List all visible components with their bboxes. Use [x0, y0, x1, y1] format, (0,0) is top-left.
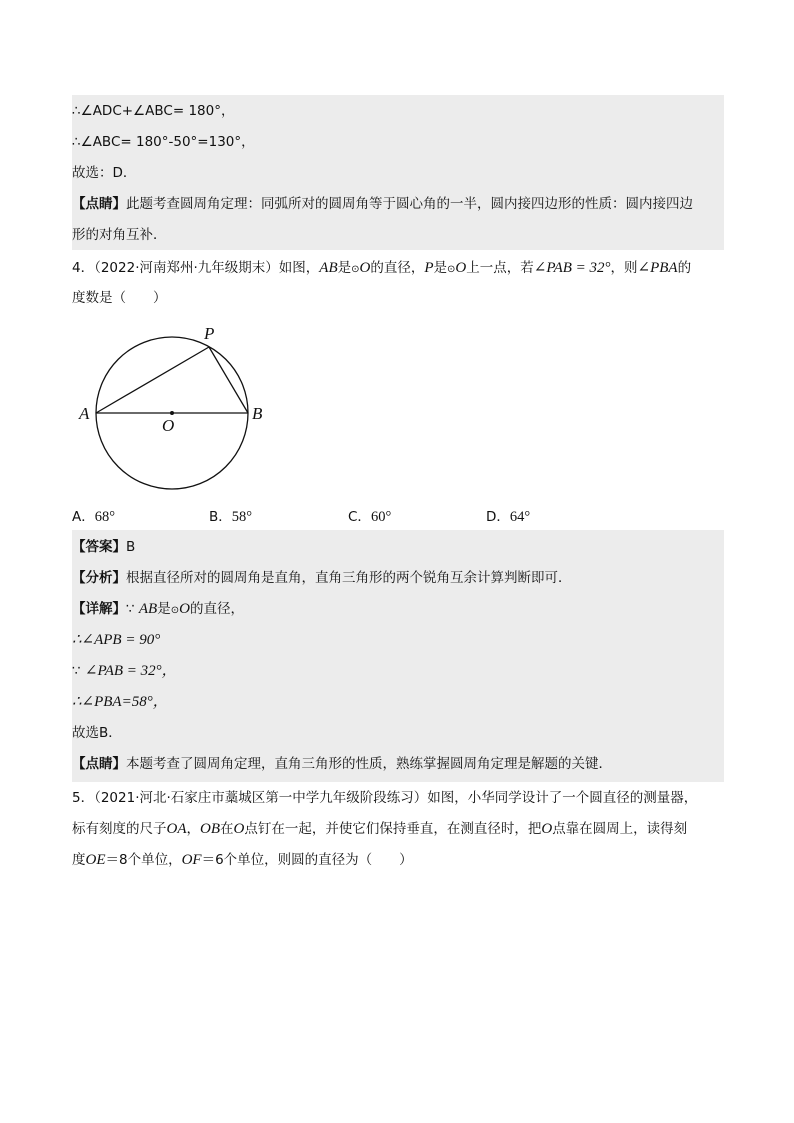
q5-text: ＝8个单位，: [105, 852, 182, 868]
prev-point-line-2: 形的对角互补．: [72, 227, 167, 243]
q4-given-angle: ∠PAB = 32°: [533, 260, 611, 276]
because-symbol: ∵: [72, 663, 81, 679]
q4-answer: [72, 537, 135, 557]
q4-option-c[interactable]: [348, 508, 391, 526]
chord-pb: [209, 347, 248, 413]
q4-text: 是: [337, 260, 352, 276]
option-letter: D．: [486, 509, 510, 525]
q4-var-o: O: [455, 260, 467, 276]
option-value: 60°: [370, 509, 392, 525]
q5-var-oe: OE: [85, 852, 106, 868]
circle-symbol: ⊙: [170, 605, 180, 616]
q5-text: 点钉在一起，并使它们保持垂直，在测直径时，把: [244, 821, 542, 837]
option-value: 64°: [509, 509, 531, 525]
q4-option-d[interactable]: [486, 508, 530, 526]
q5-stem-line-1: [72, 788, 697, 808]
option-letter: A．: [72, 509, 95, 525]
detail-var-o: O: [179, 601, 190, 617]
option-letter: B．: [209, 509, 232, 525]
detail-text: 是: [157, 601, 171, 617]
circle-symbol: ⊙: [351, 264, 360, 275]
prev-step-2: ∴∠ABC= 180°-50°=130°，: [72, 134, 255, 150]
q5-number: 5．: [72, 790, 95, 806]
prev-solution-block: [72, 95, 724, 250]
q4-number: 4．: [72, 260, 95, 276]
prev-point-text-1: 此题考查圆周角定理：同弧所对的圆周角等于圆心角的一半，圆内接四边形的性质：圆内接四边: [126, 196, 693, 212]
q5-text: 点靠在圆周上，读得刻: [552, 821, 688, 837]
detail-var-ab: AB: [138, 601, 158, 617]
q5-text: 在: [220, 821, 234, 837]
point-text: 本题考查了圆周角定理，直角三角形的性质，熟练掌握圆周角定理是解题的关键．: [126, 756, 612, 772]
q4-circle-figure: [72, 318, 282, 498]
label-a: A: [79, 404, 90, 423]
circle-symbol: ⊙: [447, 264, 456, 275]
option-value: 68°: [94, 509, 116, 525]
q4-option-a[interactable]: [72, 508, 115, 526]
q4-detail: [72, 599, 244, 621]
q5-text: 如图，小华同学设计了一个圆直径的测量器，: [427, 790, 698, 806]
label-p: P: [204, 324, 215, 343]
q4-text: 如图，: [278, 260, 320, 276]
q5-var-o: O: [541, 821, 553, 837]
q4-stem-line-1: [72, 258, 691, 280]
answer-value: B: [126, 539, 136, 555]
q5-var-ob: OB: [200, 821, 220, 837]
q5-text: ＝6个单位，则圆的直径为（ ）: [201, 852, 413, 868]
label-b: B: [252, 404, 263, 423]
q4-step-1: ∴∠APB = 90°: [72, 632, 161, 648]
point-tag: 【点睛】: [72, 756, 126, 772]
q5-stem-line-2: [72, 819, 687, 839]
analysis-text: 根据直径所对的圆周角是直角，直角三角形的两个锐角互余计算判断即可．: [126, 570, 572, 586]
center-point: [170, 411, 174, 415]
q4-solution-block: [72, 530, 724, 782]
q4-step-2: [72, 661, 177, 681]
q4-analysis: [72, 568, 572, 588]
prev-point-tag: 【点睛】: [72, 196, 126, 212]
detail-text: 的直径，: [189, 601, 244, 617]
q5-text: ，: [186, 821, 200, 837]
option-value: 58°: [231, 509, 253, 525]
q4-text: ，则: [610, 260, 638, 276]
q4-target-angle: ∠PBA: [637, 260, 678, 276]
q4-text: 上一点，若: [466, 260, 534, 276]
q5-var-of: OF: [181, 852, 202, 868]
answer-tag: 【答案】: [72, 539, 126, 555]
prev-choice: 故选：D．: [72, 165, 137, 181]
q4-text: 的直径，: [370, 260, 425, 276]
q5-source: （2021·河北·石家庄市藁城区第一中学九年级阶段练习）: [94, 790, 428, 806]
detail-tag: 【详解】: [72, 601, 126, 617]
prev-step-1: ∴∠ADC+∠ABC= 180°，: [72, 103, 235, 119]
prev-point-line-1: [72, 194, 693, 214]
q4-step-3: ∴∠PBA=58°，: [72, 694, 168, 710]
q5-text: 度: [72, 852, 86, 868]
q4-var-ab: AB: [319, 260, 338, 276]
q4-option-b[interactable]: [209, 508, 252, 526]
q4-point: [72, 754, 612, 774]
q4-choice: 故选B．: [72, 725, 122, 741]
q5-text: 标有刻度的尺子: [72, 821, 167, 837]
q5-var-oa: OA: [166, 821, 187, 837]
q4-stem-line-2: 度数是（ ）: [72, 290, 167, 306]
q5-var-o: O: [233, 821, 245, 837]
chord-ap: [96, 347, 209, 413]
step2-text: ∠PAB = 32°，: [84, 663, 177, 679]
q4-source: （2022·河南郑州·九年级期末）: [94, 260, 279, 276]
because-symbol: ∵: [126, 601, 135, 617]
option-letter: C．: [348, 509, 371, 525]
label-o: O: [162, 416, 175, 435]
q5-stem-line-3: [72, 850, 413, 870]
q4-text: 是: [433, 260, 448, 276]
analysis-tag: 【分析】: [72, 570, 126, 586]
q4-text: 的: [677, 260, 692, 276]
q4-var-o: O: [359, 260, 371, 276]
q4-var-p: P: [424, 260, 434, 276]
